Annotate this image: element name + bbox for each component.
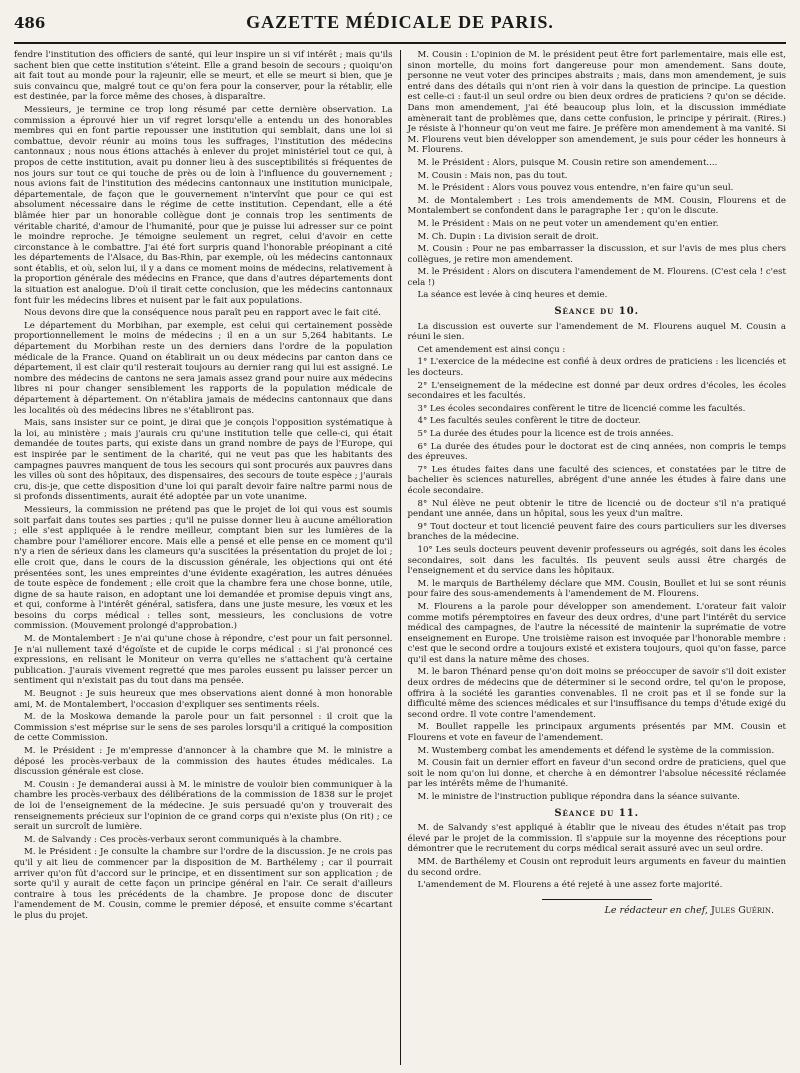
- paragraph: 8° Nul élève ne peut obtenir le titre de licencié ou de docteur s'il n'a pratiqué pendant une année, dans un hôpital, sous les yeux d'un maître.: [407, 498, 786, 520]
- paragraph: La discussion est ouverte sur l'amendement de M. Flourens auquel M. Cousin a réuni le sien.: [407, 321, 786, 343]
- paragraph: M. le Président : Alors, puisque M. Cousin retire son amendement....: [417, 157, 718, 168]
- paragraph: M. de Salvandy : Ces procès-verbaux seront communiqués à la chambre.: [24, 834, 342, 845]
- paragraph: 7° Les études faites dans une faculté des sciences, et constatées par le titre de bachelier ès sciences naturelles, abrégent d'une année les études à faire dans une école secondaire.: [407, 464, 786, 496]
- paragraph: M. Cousin : Mais non, pas du tout.: [417, 170, 568, 181]
- paragraph: Cet amendement est ainsi conçu :: [417, 344, 566, 355]
- paragraph: M. de Salvandy s'est appliqué à établir que le niveau des études n'était pas trop élevé par le projet de la commission. Il s'appuie sur la moyenne des réceptions pour démontrer que le recrutement du corps médical serait assuré avec un seul ordre.: [407, 823, 786, 855]
- paragraph: M. de Montalembert : Les trois amendements de MM. Cousin, Flourens et de Montalembert se confondent dans le paragraphe 1er ; qu'on le discute.: [407, 195, 786, 217]
- journal-title: GAZETTE MÉDICALE DE PARIS.: [246, 12, 554, 32]
- paragraph: 3° Les écoles secondaires confèrent le titre de licencié comme les facultés.: [417, 403, 746, 414]
- paragraph: M. le Président : Alors on discutera l'amendement de M. Flourens. (C'est cela ! c'est cela !): [407, 267, 786, 288]
- section-heading-seance-11: Séance du 11.: [554, 807, 640, 819]
- paragraph: M. le Président : Je m'empresse d'annoncer à la chambre que M. le ministre a déposé les procès-verbaux de la commission des hautes études médicales. La discussion générale est close.: [14, 746, 393, 778]
- paragraph: M. le Président : Mais on ne peut voter un amendement qu'en entier.: [417, 218, 719, 229]
- paragraph: M. le baron Thénard pense qu'on doit moins se préoccuper de savoir s'il doit exister deux ordres de médecins que de déterminer si le second ordre, tel qu'on le propose, offrira à la société les garanties convenables. Il ne croit pas et il se fonde sur la difficulté même des sciences médicales et sur l'insuffisance du temps d'étude exigé du second ordre. Il vote contre l'amendement.: [407, 667, 786, 720]
- paragraph: M. Beugnot : Je suis heureux que mes observations aient donné à mon honorable ami, M. de Montalembert, l'occasion d'expliquer ses sentiments réels.: [14, 689, 393, 710]
- page-number: 486: [14, 14, 46, 32]
- paragraph: L'amendement de M. Flourens a été rejeté à une assez forte majorité.: [417, 880, 723, 891]
- paragraph: M. le Président : Alors vous pouvez vous entendre, n'en faire qu'un seul.: [417, 183, 734, 194]
- signature-prefix: Le rédacteur en chef,: [604, 904, 708, 916]
- paragraph: 10° Les seuls docteurs peuvent devenir professeurs ou agrégés, soit dans les écoles secondaires, soit dans les facultés. Ils peuvent seuls aussi être chargés de l'enseignement et du service dans les hôpitaux.: [407, 544, 786, 577]
- paragraph: M. Flourens a la parole pour développer son amendement. L'orateur fait valoir comme motifs péremptoires en faveur des deux ordres, d'une part l'intérêt du service médical des campagnes, de l'autre la nécessité de maintenir la suprématie de votre enseignement en Europe. Une troisième raison est invoquée par l'honorable membre : c'est que le second ordre a toujours existé et existera toujours, quoi qu'on fasse, parce qu'il est dans la nature même des choses.: [407, 601, 786, 665]
- signature-divider: [542, 899, 652, 900]
- paragraph: MM. de Barthélemy et Cousin ont reproduit leurs arguments en faveur du maintien du second ordre.: [407, 856, 786, 878]
- paragraph: M. de Montalembert : Je n'ai qu'une chose à répondre, c'est pour un fait personnel. Je n'ai nullement taxé d'égoïste et de cupide le corps médical : si j'ai prononcé ces expressions, en relisant le Moniteur on verra qu'elles ne s'attachent qu'à certaine publication. J'aurais vivement regretté que mes paroles eussent pu laisser percer un sentiment qui n'existait pas du tout dans ma pensée.: [14, 634, 393, 687]
- paragraph: M. de la Moskowa demande la parole pour un fait personnel : il croit que la Commission s'est méprise sur le sens de ses paroles lorsqu'il a critiqué la composition de cette Commission.: [14, 712, 393, 744]
- paragraph: M. le marquis de Barthélemy déclare que MM. Cousin, Boullet et lui se sont réunis pour faire des sous-amendements à l'amendement de M. Flourens.: [407, 578, 786, 600]
- paragraph: M. Cousin : Je demanderai aussi à M. le ministre de vouloir bien communiquer à la chambre les procès-verbaux des délibérations de la commission de 1838 sur le projet de loi de l'enseignement de la médecine. Je suis persuadé qu'on y trouverait des renseignements précieux sur l'opinion de ce grand corps qui n'existe plus (On rit) ; ce serait un surcroît de lumière.: [14, 779, 393, 833]
- paragraph: M. Cousin : L'opinion de M. le président peut être fort parlementaire, mais elle est, sinon mortelle, du moins fort dangereuse pour mon amendement. Sans doute, personne ne veut voter des principes abstraits ; mais, dans mon amendement, je suis entré dans des détails qui n'ont rien à voir dans la question de principe. La question est celle-ci : faut-il un seul ordre ou bien deux ordres de praticiens ? qu'on se décide. Dans mon amendement, j'ai été beaucoup plus loin, et la discussion immédiate amènerait tant de problèmes que, dans cette confusion, le principe y périrait. (Rires.) Je résiste à l'honneur qu'on veut me faire. Je préfère mon amendement à ma vanité. Si M. Flourens veut bien développer son amendement, je suis pour céder les honneurs à M. Flourens.: [407, 50, 786, 156]
- section-heading-seance-10: Séance du 10.: [554, 306, 640, 318]
- paragraph: Le département du Morbihan, par exemple, est celui qui certainement possède proportionnellement le moins de médecins ; il en a un sur 5,264 habitants. Le département du Morbihan reste un des derniers dans l'ordre de la population médicale de la France. Quand on établirait un ou deux médecins par canton dans ce département, il est clair qu'il resterait toujours au dernier rang qui lui est assigné. Le nombre des médecins de cantons ne sera jamais assez grand pour nuire aux médecins libres ni pour changer sensiblement les rapports de la population médicale de département à département. On n'établira jamais de médecins cantonnaux que dans les localités où des médecins libres ne s'établiront pas.: [14, 320, 393, 416]
- paragraph: 2° L'enseignement de la médecine est donné par deux ordres d'écoles, les écoles secondaires et les facultés.: [407, 380, 786, 402]
- paragraph: 5° La durée des études pour la licence est de trois années.: [417, 429, 674, 439]
- paragraph: M. le ministre de l'instruction publique répondra dans la séance suivante.: [417, 792, 740, 802]
- paragraph: Messieurs, je termine ce trop long résumé par cette dernière observation. La commission a éprouvé hier un vif regret lorsqu'elle a entendu un des honorables membres qui en font partie repousser une institution qui semblait, dans une loi si combattue, devoir réunir au moins tous les suffrages, l'institution des médecins cantonnaux ; nous nous étions attachés à enlever du projet ministériel tout ce qui, à propos de cette institution, avait pu donner lieu à des susceptibilités si fréquentes de nos jours sur tout ce qui touche de près ou de loin à l'influence du gouvernement ; nous avions fait de l'institution des médecins cantonnaux une institution municipale, départementale, de façon que le gouvernement n'intervînt que pour ce qui est absolument nécessaire dans le régime de cette institution. Cependant, elle a été blâmée hier par un honorable collègue dont je connais trop les sentiments de véritable charité, d'amour de l'humanité, pour que je puisse lui adresser sur ce point le moindre reproche. Je témoigne seulement un regret, celui d'avoir en cette circonstance à le combattre. J'ai été fort surpris quand l'honorable préopinant a cité les départements de l'Alsace, du Bas-Rhin, par exemple, où les médecins cantonnaux sont établis, et où, selon lui, il y a dans ce moment moins de médecins, relativement à la proportion générale des médecins en France, que dans d'autres départements dont la situation est analogue. D'où il tirait cette conclusion, que les médecins cantonnaux font fuir les médecins libres et nuisent par le fait aux populations.: [14, 104, 393, 306]
- text-columns: [14, 50, 786, 1065]
- page-header: [14, 12, 786, 44]
- paragraph: Mais, sans insister sur ce point, je dirai que je conçois l'opposition systématique à la loi, au ministère ; mais j'aurais cru qu'une institution telle que celle-ci, qui était demandée de toutes parts, qui existe dans un grand nombre de pays de l'Europe, qui est inspirée par le sentiment de la charité, qui ne veut pas que les habitants des campagnes pauvres manquent de tous les secours qui sont procurés aux pauvres dans les villes où sont des hôpitaux, des dispensaires, des secours de toute espèce ; j'aurais cru, dis-je, que cette disposition d'une loi qui paraît devoir faire naître parmi nous de si profonds dissentiments, aurait été adoptée par un vote unanime.: [14, 418, 393, 503]
- paragraph: Nous devons dire que la conséquence nous paraît peu en rapport avec le fait cité.: [24, 308, 381, 319]
- paragraph: M. Boullet rappelle les principaux arguments présentés par MM. Cousin et Flourens et vote en faveur de l'amendement.: [407, 722, 786, 744]
- paragraph: fendre l'institution des officiers de santé, qui leur inspire un si vif intérêt ; mais qu'ils sachent bien que cette institution s'éteint. Elle a grand besoin de secours ; quoiqu'on ait fait tout au monde pour la rajeunir, elle se meurt, et elle se meurt si bien, que je suis convaincu que, malgré tout ce qu'on fera pour la conserver, pour la rétablir, elle est destinée, par la force même des choses, à disparaître.: [14, 50, 393, 103]
- paragraph: 6° La durée des études pour le doctorat est de cinq années, non compris le temps des épreuves.: [407, 441, 786, 463]
- editor-signature: [408, 906, 787, 917]
- paragraph: Messieurs, la commission ne prétend pas que le projet de loi qui vous est soumis soit parfait dans toutes ses parties ; qu'il ne puisse donner lieu à aucune amélioration ; elle s'est appliquée à le rendre meilleur, comptant bien sur les lumières de la chambre pour l'améliorer encore. Mais elle a pensé et elle pense en ce moment qu'il n'y a rien de sérieux dans les clameurs qu'a suscitées la présentation du projet de loi ; elle croit que, dans le cours de la discussion générale, les objections qui ont été présentées sont, les unes empreintes d'une évidente exagération, les autres dénuées de toute espèce de fondement ; elle croit que la chambre fera une chose bonne, utile, digne de sa haute raison, en adoptant une loi demandée et promise depuis vingt ans, et qui, conforme à l'intérêt général, satisfera, dans une juste mesure, les vœux et les besoins du corps médical : telles sont, messieurs, les conclusions de votre commission. (Mouvement prolongé d'approbation.): [14, 504, 393, 632]
- paragraph: M. Ch. Dupin : La division serait de droit.: [417, 231, 599, 242]
- right-column: [400, 50, 787, 1065]
- paragraph: 1° L'exercice de la médecine est confié à deux ordres de praticiens : les licenciés et les docteurs.: [407, 357, 786, 379]
- paragraph: M. Cousin fait un dernier effort en faveur d'un second ordre de praticiens, quel que soit le nom qu'on lui donne, et cherche à en démontrer l'absolue nécessité réclamée par les intérêts même de l'humanité.: [407, 758, 786, 790]
- paragraph: M. Cousin : Pour ne pas embarrasser la discussion, et sur l'avis de mes plus chers collègues, je retire mon amendement.: [407, 244, 786, 265]
- paragraph: M. Wustemberg combat les amendements et défend le système de la commission.: [417, 745, 775, 756]
- signature-name: Jules Guérin.: [710, 904, 774, 916]
- paragraph: 9° Tout docteur et tout licencié peuvent faire des cours particuliers sur les diverses branches de la médecine.: [407, 521, 786, 543]
- proceedings-block: [408, 50, 787, 301]
- proceedings-block: [408, 322, 787, 803]
- proceedings-block: [408, 823, 787, 891]
- paragraph: La séance est levée à cinq heures et demie.: [417, 290, 608, 301]
- paragraph: 4° Les facultés seules confèrent le titre de docteur.: [417, 416, 641, 427]
- paragraph: M. le Président : Je consulte la chambre sur l'ordre de la discussion. Je ne crois pas qu'il y ait lieu de commencer par la disposition de M. Barthélemy ; car il pourrait arriver qu'on fût d'accord sur le principe, et en dissentiment sur son application ; de sorte qu'il y aurait de cette façon un principe général en l'air. Ce serait d'ailleurs contraire à tous les précédents de la chambre. Je propose donc de discuter l'amendement de M. Cousin, comme le premier déposé, et ensuite comme s'écartant le plus du projet.: [14, 847, 393, 921]
- left-column: [14, 50, 400, 1065]
